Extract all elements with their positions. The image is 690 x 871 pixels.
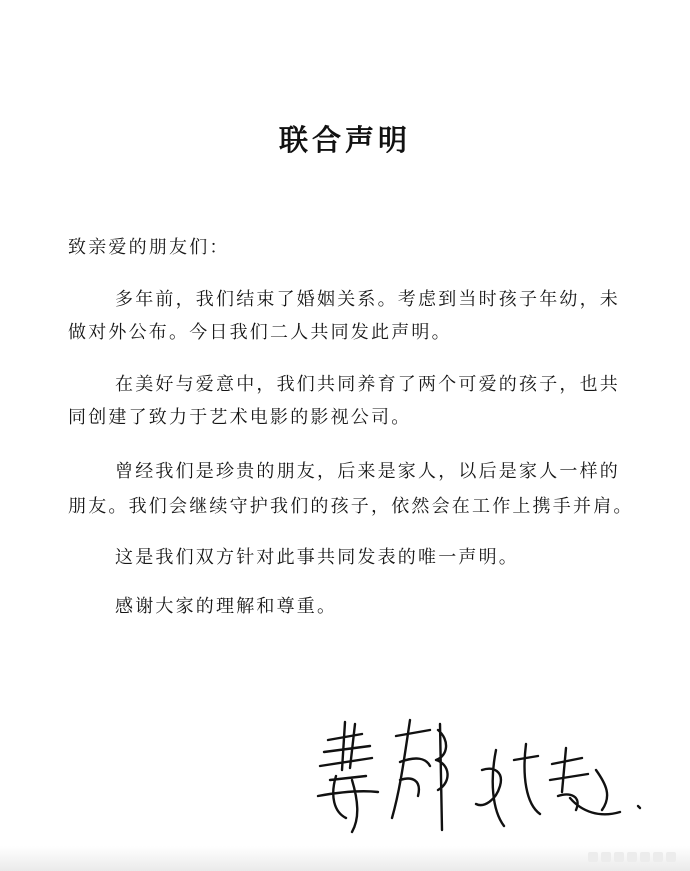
document-title: 联合声明	[278, 123, 411, 157]
paragraph-1-line-1: 多年前，我们结束了婚姻关系。考虑到当时孩子年幼，未	[115, 289, 620, 310]
paragraph-3-line-2: 朋友。我们会继续守护我们的孩子，依然会在工作上携手并肩。	[68, 496, 634, 517]
paragraph-4: 这是我们双方针对此事共同发表的唯一声明。	[115, 547, 519, 568]
paragraph-3-line-1: 曾经我们是珍贵的朋友，后来是家人，以后是家人一样的	[115, 461, 620, 482]
paragraph-5: 感谢大家的理解和尊重。	[115, 596, 338, 617]
handwritten-signature	[300, 700, 660, 850]
watermark-mark	[588, 852, 676, 864]
salutation: 致亲爱的朋友们：	[68, 237, 230, 258]
paragraph-1-line-2: 做对外公布。今日我们二人共同发此声明。	[68, 322, 452, 343]
paragraph-2-line-1: 在美好与爱意中，我们共同养育了两个可爱的孩子，也共	[115, 374, 620, 395]
signature-drawing	[300, 700, 660, 850]
bottom-watermark-bar	[0, 846, 690, 871]
paragraph-2-line-2: 同创建了致力于艺术电影的影视公司。	[68, 407, 412, 428]
